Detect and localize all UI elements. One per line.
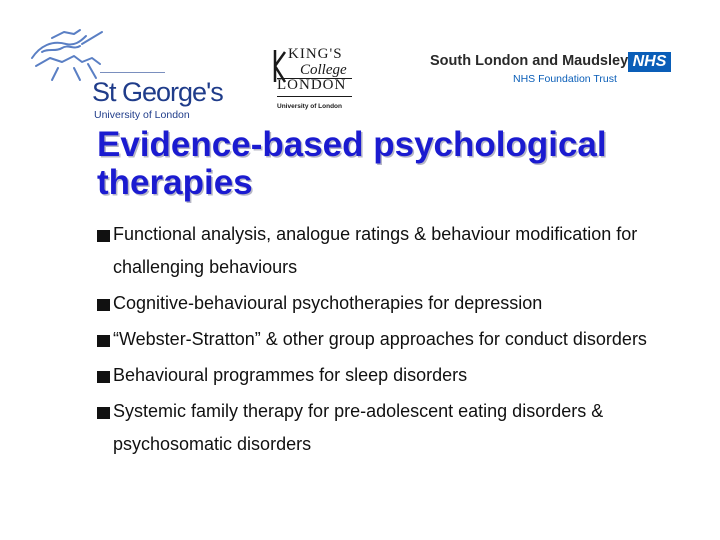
square-bullet-icon <box>97 371 110 383</box>
bullet-item <box>97 359 657 392</box>
kings-college-subtitle: University of London <box>277 103 342 110</box>
slide-title <box>97 126 607 202</box>
st-georges-logo <box>22 28 232 123</box>
square-bullet-icon <box>97 407 110 419</box>
bullet-item <box>97 323 657 356</box>
nhs-badge: NHS <box>628 52 671 72</box>
slam-name: South London and Maudsley <box>430 53 629 69</box>
kings-college-logo <box>270 42 360 122</box>
kings-college-rule-bottom <box>277 96 352 97</box>
bullet-list <box>97 218 657 464</box>
bullet-text: Cognitive-behavioural psychotherapies for depression <box>113 293 543 313</box>
bullet-text: “Webster-Stratton” & other group approaches for conduct disorders <box>113 329 647 349</box>
square-bullet-icon <box>97 230 110 242</box>
bullet-text: Behavioural programmes for sleep disorders <box>113 365 468 385</box>
kings-college-line1: KING'S <box>288 46 343 62</box>
bullet-text: Functional analysis, analogue ratings & behaviour modification for challenging behaviours <box>113 224 638 277</box>
kings-college-line3: LONDON <box>277 77 347 93</box>
bullet-item <box>97 395 657 461</box>
st-georges-name: St George's <box>92 77 223 107</box>
bullet-text: Systemic family therapy for pre-adolescent eating disorders & psychosomatic disorders <box>113 401 604 454</box>
square-bullet-icon <box>97 299 110 311</box>
st-georges-divider <box>100 72 165 73</box>
kings-college-line2: College <box>300 62 347 78</box>
slam-subtitle: NHS Foundation Trust <box>513 73 617 85</box>
slide-title-line2: therapies <box>97 163 253 202</box>
horse-and-rider-icon <box>22 28 172 83</box>
logo-bar <box>0 0 720 125</box>
slide-title-line1: Evidence-based psychological <box>97 125 607 164</box>
st-georges-subtitle: University of London <box>94 109 190 121</box>
bullet-item <box>97 287 657 320</box>
square-bullet-icon <box>97 335 110 347</box>
bullet-item <box>97 218 657 284</box>
